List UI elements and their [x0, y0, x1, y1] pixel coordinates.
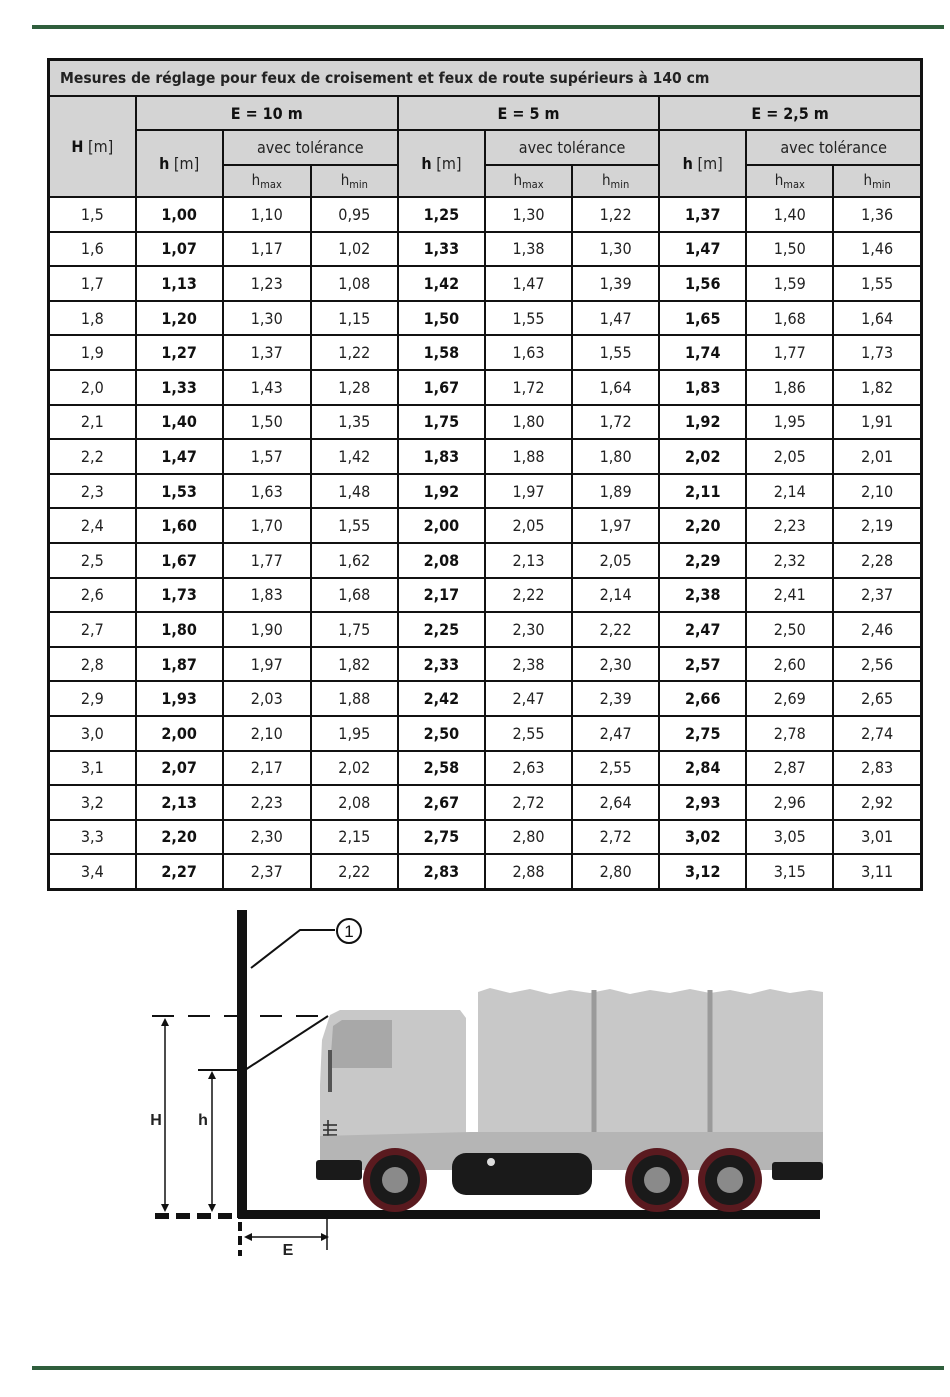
- cell-hmax: 1,70: [223, 508, 311, 543]
- cell-hmax: 3,15: [746, 854, 833, 889]
- cell-hmax: 2,37: [223, 854, 311, 889]
- table-row: [49, 370, 922, 405]
- cell-hmax: 2,63: [485, 751, 572, 786]
- cell-hmin: 2,01: [833, 439, 921, 474]
- cell-hmin: 2,15: [311, 820, 398, 855]
- cell-hmin: 1,89: [572, 474, 659, 509]
- cell-hmin: 3,11: [833, 854, 921, 889]
- cell-h: 1,53: [136, 474, 223, 509]
- col-header-hmin: $h_{min}$: [311, 165, 398, 197]
- cell-h: 1,92: [398, 474, 485, 509]
- table-row: [49, 232, 922, 267]
- cell-hmin: 1,47: [572, 301, 659, 336]
- table-row: [49, 854, 922, 889]
- cell-hmax: 1,38: [485, 232, 572, 267]
- cell-hmax: 2,23: [223, 785, 311, 820]
- cell-hmax: 2,03: [223, 681, 311, 716]
- cell-hmax: 1,80: [485, 405, 572, 440]
- label-H: H: [150, 1112, 162, 1129]
- cell-hmax: 1,59: [746, 266, 833, 301]
- cell-h: 1,47: [659, 232, 746, 267]
- cell-hmin: 1,55: [572, 335, 659, 370]
- cell-hmax: 2,14: [746, 474, 833, 509]
- label-E: E: [282, 1242, 294, 1259]
- H-arrow-top: [161, 1018, 169, 1026]
- cell-hmax: 1,88: [485, 439, 572, 474]
- cell-hmin: 2,74: [833, 716, 921, 751]
- cell-H: 2,5: [49, 543, 136, 578]
- cell-h: 2,67: [398, 785, 485, 820]
- E-arrow-right: [321, 1233, 329, 1241]
- table-row: [49, 197, 922, 232]
- cell-hmin: 2,46: [833, 612, 921, 647]
- cell-H: 2,0: [49, 370, 136, 405]
- cell-hmin: 1,48: [311, 474, 398, 509]
- cell-hmin: 2,10: [833, 474, 921, 509]
- cell-h: 3,02: [659, 820, 746, 855]
- cell-hmax: 1,40: [746, 197, 833, 232]
- wheel-rear-1: [625, 1148, 689, 1212]
- cell-hmin: 2,28: [833, 543, 921, 578]
- cell-hmax: 1,63: [485, 335, 572, 370]
- cell-hmin: 2,72: [572, 820, 659, 855]
- col-header-h: h [m]: [659, 130, 746, 197]
- cell-h: 1,13: [136, 266, 223, 301]
- cell-hmin: 2,37: [833, 578, 921, 613]
- cell-h: 2,47: [659, 612, 746, 647]
- cell-hmax: 2,69: [746, 681, 833, 716]
- cell-hmax: 2,50: [746, 612, 833, 647]
- cell-h: 1,73: [136, 578, 223, 613]
- cell-hmin: 1,97: [572, 508, 659, 543]
- cell-h: 1,07: [136, 232, 223, 267]
- cell-hmin: 1,75: [311, 612, 398, 647]
- table-row: [49, 266, 922, 301]
- cell-h: 1,80: [136, 612, 223, 647]
- table-row: [49, 508, 922, 543]
- cell-hmin: 1,80: [572, 439, 659, 474]
- col-header-h: h [m]: [136, 130, 223, 197]
- fuel-tank: [452, 1153, 592, 1195]
- cell-h: 2,29: [659, 543, 746, 578]
- callout-leader: [251, 930, 335, 968]
- cell-hmax: 2,05: [485, 508, 572, 543]
- cell-h: 2,11: [659, 474, 746, 509]
- cell-hmin: 1,30: [572, 232, 659, 267]
- cell-hmin: 1,73: [833, 335, 921, 370]
- cell-H: 1,8: [49, 301, 136, 336]
- table-row: [49, 785, 922, 820]
- cell-h: 1,00: [136, 197, 223, 232]
- cell-hmax: 1,86: [746, 370, 833, 405]
- col-header-H: H [m]: [49, 96, 136, 197]
- cell-H: 3,2: [49, 785, 136, 820]
- cell-hmin: 1,39: [572, 266, 659, 301]
- cell-h: 2,50: [398, 716, 485, 751]
- cell-hmax: 1,83: [223, 578, 311, 613]
- cell-hmin: 2,30: [572, 647, 659, 682]
- cell-h: 2,66: [659, 681, 746, 716]
- cell-h: 1,83: [398, 439, 485, 474]
- cell-hmax: 3,05: [746, 820, 833, 855]
- cell-hmax: 1,90: [223, 612, 311, 647]
- table-row: [49, 578, 922, 613]
- cell-hmin: 2,65: [833, 681, 921, 716]
- cell-h: 2,57: [659, 647, 746, 682]
- table-row: [49, 474, 922, 509]
- cell-h: 2,38: [659, 578, 746, 613]
- cell-hmax: 2,80: [485, 820, 572, 855]
- cell-hmax: 2,55: [485, 716, 572, 751]
- cell-hmin: 2,05: [572, 543, 659, 578]
- cargo-box: [478, 988, 823, 1140]
- cell-hmin: 3,01: [833, 820, 921, 855]
- cell-hmax: 2,47: [485, 681, 572, 716]
- cell-hmin: 1,55: [311, 508, 398, 543]
- table-row: [49, 612, 922, 647]
- aiming-screen: [237, 910, 247, 1218]
- cell-hmin: 1,64: [833, 301, 921, 336]
- cell-hmax: 2,30: [485, 612, 572, 647]
- callout-number: 1: [344, 922, 354, 941]
- cell-hmin: 2,92: [833, 785, 921, 820]
- cell-hmin: 1,82: [833, 370, 921, 405]
- cell-hmax: 2,41: [746, 578, 833, 613]
- cell-hmax: 2,38: [485, 647, 572, 682]
- cell-hmin: 2,39: [572, 681, 659, 716]
- cell-hmax: 1,50: [746, 232, 833, 267]
- bottom-rule: [32, 1366, 944, 1370]
- cell-H: 3,3: [49, 820, 136, 855]
- front-bumper: [316, 1160, 362, 1180]
- cell-hmax: 2,32: [746, 543, 833, 578]
- cell-hmin: 2,08: [311, 785, 398, 820]
- cell-h: 1,60: [136, 508, 223, 543]
- cell-hmin: 2,47: [572, 716, 659, 751]
- cell-h: 1,93: [136, 681, 223, 716]
- cell-hmin: 1,28: [311, 370, 398, 405]
- cell-hmax: 1,57: [223, 439, 311, 474]
- cell-h: 2,75: [659, 716, 746, 751]
- cell-H: 2,4: [49, 508, 136, 543]
- cell-hmax: 1,17: [223, 232, 311, 267]
- wheel-rear-2: [698, 1148, 762, 1212]
- cell-hmin: 1,35: [311, 405, 398, 440]
- cell-hmin: 1,91: [833, 405, 921, 440]
- cell-h: 2,08: [398, 543, 485, 578]
- cell-h: 2,42: [398, 681, 485, 716]
- group-header-e10: E = 10 m: [136, 96, 398, 130]
- cell-h: 1,25: [398, 197, 485, 232]
- cell-h: 2,27: [136, 854, 223, 889]
- cell-hmin: 1,15: [311, 301, 398, 336]
- table-row: [49, 439, 922, 474]
- cell-h: 1,67: [398, 370, 485, 405]
- cell-H: 1,5: [49, 197, 136, 232]
- cell-H: 2,2: [49, 439, 136, 474]
- cell-h: 2,20: [659, 508, 746, 543]
- cell-hmin: 1,42: [311, 439, 398, 474]
- cell-h: 1,58: [398, 335, 485, 370]
- headlight-mark: [328, 1050, 332, 1092]
- cell-H: 1,6: [49, 232, 136, 267]
- cell-hmax: 2,96: [746, 785, 833, 820]
- cell-H: 1,7: [49, 266, 136, 301]
- cell-hmin: 2,02: [311, 751, 398, 786]
- cell-h: 2,58: [398, 751, 485, 786]
- cell-h: 1,33: [398, 232, 485, 267]
- cell-hmin: 0,95: [311, 197, 398, 232]
- cell-h: 2,25: [398, 612, 485, 647]
- ground-dash-left: [155, 1213, 232, 1219]
- cell-hmin: 1,64: [572, 370, 659, 405]
- table-row: [49, 543, 922, 578]
- cell-hmax: 2,13: [485, 543, 572, 578]
- cell-h: 1,83: [659, 370, 746, 405]
- cell-h: 2,84: [659, 751, 746, 786]
- cell-h: 1,65: [659, 301, 746, 336]
- cell-h: 2,00: [398, 508, 485, 543]
- cell-h: 2,83: [398, 854, 485, 889]
- cell-H: 1,9: [49, 335, 136, 370]
- cell-hmin: 2,14: [572, 578, 659, 613]
- cell-H: 2,9: [49, 681, 136, 716]
- cell-H: 2,8: [49, 647, 136, 682]
- cell-hmin: 1,88: [311, 681, 398, 716]
- col-header-hmin: $h_{min}$: [572, 165, 659, 197]
- cell-h: 1,40: [136, 405, 223, 440]
- cell-hmax: 1,77: [746, 335, 833, 370]
- cell-H: 3,4: [49, 854, 136, 889]
- cell-hmax: 1,23: [223, 266, 311, 301]
- cell-h: 2,93: [659, 785, 746, 820]
- cell-hmax: 2,78: [746, 716, 833, 751]
- cell-hmin: 1,08: [311, 266, 398, 301]
- cell-h: 1,37: [659, 197, 746, 232]
- cell-hmax: 1,72: [485, 370, 572, 405]
- cell-hmin: 1,95: [311, 716, 398, 751]
- cell-hmin: 1,22: [311, 335, 398, 370]
- E-arrow-left: [244, 1233, 252, 1241]
- cell-h: 1,87: [136, 647, 223, 682]
- cell-hmax: 1,43: [223, 370, 311, 405]
- table-row: [49, 681, 922, 716]
- top-rule: [32, 25, 944, 29]
- cell-hmax: 1,63: [223, 474, 311, 509]
- cell-hmax: 2,23: [746, 508, 833, 543]
- cell-h: 1,47: [136, 439, 223, 474]
- table-row: [49, 405, 922, 440]
- cell-hmax: 1,95: [746, 405, 833, 440]
- cell-hmin: 2,22: [311, 854, 398, 889]
- cell-hmax: 1,30: [485, 197, 572, 232]
- H-arrow-bottom: [161, 1204, 169, 1212]
- cell-h: 1,27: [136, 335, 223, 370]
- cell-hmax: 2,72: [485, 785, 572, 820]
- col-header-tolerance: avec tolérance: [485, 130, 659, 165]
- cell-h: 2,00: [136, 716, 223, 751]
- cell-H: 2,6: [49, 578, 136, 613]
- col-header-hmin: $h_{min}$: [833, 165, 921, 197]
- cell-h: 1,75: [398, 405, 485, 440]
- col-header-tolerance: avec tolérance: [223, 130, 398, 165]
- truck-illustration: [316, 988, 823, 1212]
- h-arrow-top: [208, 1071, 216, 1079]
- label-h: h: [198, 1112, 208, 1129]
- cell-H: 2,3: [49, 474, 136, 509]
- cell-hmin: 1,82: [311, 647, 398, 682]
- group-header-e25: E = 2,5 m: [659, 96, 921, 130]
- cell-hmax: 1,50: [223, 405, 311, 440]
- cell-hmax: 1,47: [485, 266, 572, 301]
- cell-H: 3,0: [49, 716, 136, 751]
- group-header-e5: E = 5 m: [398, 96, 659, 130]
- table-caption: Mesures de réglage pour feux de croisement et feux de route supérieurs à 140 cm: [49, 60, 922, 97]
- cell-h: 2,02: [659, 439, 746, 474]
- cell-hmin: 1,68: [311, 578, 398, 613]
- cell-h: 1,56: [659, 266, 746, 301]
- cell-hmin: 2,64: [572, 785, 659, 820]
- col-header-hmax: $h_{max}$: [485, 165, 572, 197]
- cell-hmin: 1,72: [572, 405, 659, 440]
- cell-hmin: 1,55: [833, 266, 921, 301]
- cell-hmax: 1,77: [223, 543, 311, 578]
- cell-hmax: 2,60: [746, 647, 833, 682]
- cell-hmax: 1,10: [223, 197, 311, 232]
- cell-h: 1,92: [659, 405, 746, 440]
- cell-h: 2,20: [136, 820, 223, 855]
- table-body: [49, 197, 922, 889]
- beam-adjustment-table: [47, 58, 923, 891]
- cell-hmax: 1,55: [485, 301, 572, 336]
- rear-bumper: [772, 1162, 823, 1180]
- cell-hmin: 2,19: [833, 508, 921, 543]
- cell-hmin: 1,62: [311, 543, 398, 578]
- cell-h: 3,12: [659, 854, 746, 889]
- cell-hmax: 2,30: [223, 820, 311, 855]
- cell-h: 2,17: [398, 578, 485, 613]
- col-header-tolerance: avec tolérance: [746, 130, 921, 165]
- cell-hmax: 2,17: [223, 751, 311, 786]
- cell-hmax: 1,68: [746, 301, 833, 336]
- cell-hmin: 1,22: [572, 197, 659, 232]
- cell-h: 1,20: [136, 301, 223, 336]
- wheel-front: [363, 1148, 427, 1212]
- cell-H: 2,1: [49, 405, 136, 440]
- cell-h: 1,33: [136, 370, 223, 405]
- cell-hmin: 2,83: [833, 751, 921, 786]
- table-row: [49, 716, 922, 751]
- cell-hmin: 2,22: [572, 612, 659, 647]
- col-header-h: h [m]: [398, 130, 485, 197]
- cell-hmin: 1,46: [833, 232, 921, 267]
- table-row: [49, 751, 922, 786]
- table-row: [49, 335, 922, 370]
- cell-hmax: 2,05: [746, 439, 833, 474]
- cell-h: 2,13: [136, 785, 223, 820]
- cell-hmax: 1,97: [223, 647, 311, 682]
- cell-hmin: 2,55: [572, 751, 659, 786]
- col-header-hmax: $h_{max}$: [223, 165, 311, 197]
- cell-hmax: 1,97: [485, 474, 572, 509]
- cab-window: [330, 1020, 392, 1068]
- h-arrow-bottom: [208, 1204, 216, 1212]
- cell-h: 2,75: [398, 820, 485, 855]
- beam-line: [245, 1016, 328, 1070]
- col-header-hmax: $h_{max}$: [746, 165, 833, 197]
- table-row: [49, 820, 922, 855]
- cell-hmin: 1,36: [833, 197, 921, 232]
- cell-hmin: 2,80: [572, 854, 659, 889]
- cell-h: 2,07: [136, 751, 223, 786]
- cell-hmax: 2,87: [746, 751, 833, 786]
- cell-hmin: 2,56: [833, 647, 921, 682]
- cell-hmax: 1,37: [223, 335, 311, 370]
- cell-hmax: 2,88: [485, 854, 572, 889]
- cell-h: 1,74: [659, 335, 746, 370]
- cell-hmax: 1,30: [223, 301, 311, 336]
- cell-hmax: 2,10: [223, 716, 311, 751]
- cell-h: 1,42: [398, 266, 485, 301]
- cell-H: 3,1: [49, 751, 136, 786]
- table-row: [49, 301, 922, 336]
- cell-H: 2,7: [49, 612, 136, 647]
- cell-h: 1,67: [136, 543, 223, 578]
- cell-h: 1,50: [398, 301, 485, 336]
- cell-hmax: 2,22: [485, 578, 572, 613]
- cell-h: 2,33: [398, 647, 485, 682]
- table-row: [49, 647, 922, 682]
- cell-hmin: 1,02: [311, 232, 398, 267]
- headlight-aim-diagram: [130, 900, 830, 1260]
